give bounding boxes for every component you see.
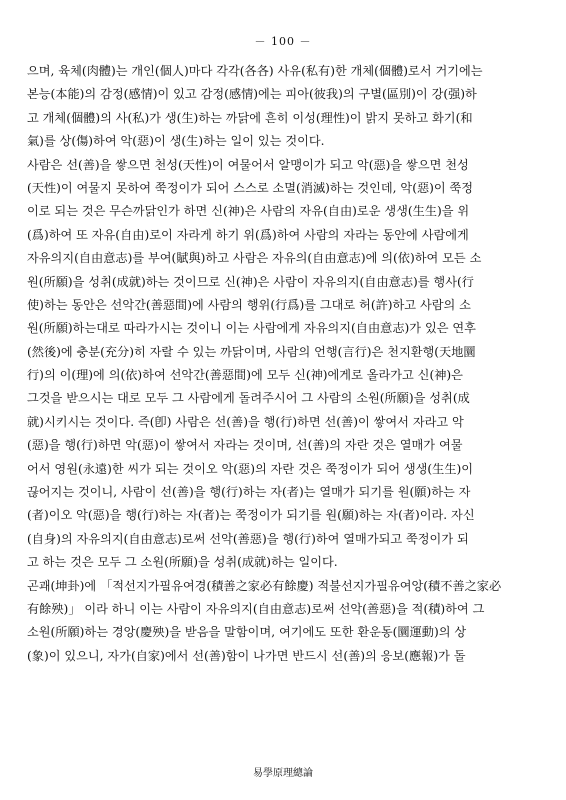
text-line: 사람은 선(善)을 쌓으면 천성(天性)이 여물어서 알맹이가 되고 악(惡)을 쌓으면 천성 [27, 157, 469, 172]
text-line: 본능(本能)의 감정(感情)이 있고 감정(感情)에는 피아(彼我)의 구별(區別)이 강(强)하 [27, 87, 477, 102]
text-line: (爲)하여 또 자유(自由)로이 자라게 하기 위(爲)하여 사람의 자라는 동안에 사람에게 [27, 227, 469, 242]
text-line: 끊어지는 것이니, 사람이 선(善)을 행(行)하는 자(者)는 열매가 되기를 원(願)하는 자 [27, 485, 471, 500]
text-line: 자유의지(自由意志)를 부여(賦與)하고 사람은 자유의(自由意志)에 의(依)하여 모든 소 [27, 251, 482, 266]
text-line: 으며, 육체(肉體)는 개인(個人)마다 각각(各各) 사유(私有)한 개체(個體)로서 거기에는 [27, 64, 483, 78]
text-line: (天性)이 여물지 못하여 쭉정이가 되어 스스로 소멸(消滅)하는 것인데, 악(惡)이 쭉정 [27, 180, 474, 195]
text-line: 소원(所願)하는 경앙(慶殃)을 받음을 말함이며, 여기에도 또한 환운동(圜運動)의 상 [27, 625, 467, 640]
text-line: (者)이오 악(惡)을 행(行)하는 자(者)는 쭉정이가 되기를 원(願)하는 자(者)이라. 자신 [27, 508, 475, 523]
text-line: 원(所願)을 성취(成就)하는 것이므로 신(神)은 사람이 자유의지(自由意志)를 행사(行 [27, 274, 474, 289]
text-line: (然後)에 충분(充分)히 자랄 수 있는 까닭이며, 사람의 언행(言行)은 천지환행(天地圜 [27, 344, 476, 359]
text-line: 고 개체(個體)의 사(私)가 생(生)하는 까닭에 흔히 이성(理性)이 밝지 못하고 화기(和 [27, 110, 473, 125]
text-line: 氣)를 상(傷)하여 악(惡)이 생(生)하는 일이 있는 것이다. [27, 134, 325, 149]
text-line: (惡)을 행(行)하면 악(惡)이 쌓여서 자라는 것이며, 선(善)의 자란 것은 열매가 여물 [27, 438, 463, 453]
text-line: (象)이 있으니, 자가(自家)에서 선(善)함이 나가면 반드시 선(善)의 응보(應報)가 돌 [27, 648, 466, 663]
page-number: － 100 － [254, 35, 312, 48]
text-line: 어서 영원(永遠)한 씨가 되는 것이오 악(惡)의 자란 것은 쭉정이가 되어 생생(生生)이 [27, 461, 474, 476]
text-line: 有餘殃)」 이라 하니 이는 사람이 자유의지(自由意志)로써 선악(善惡)을 적(積)하여 그 [27, 601, 485, 616]
text-line: 就)시키시는 것이다. 즉(卽) 사람은 선(善)을 행(行)하면 선(善)이 쌓여서 자라고 악 [27, 414, 464, 429]
text-line: 원(所願)하는대로 따라가시는 것이니 이는 사람에게 자유의지(自由意志)가 있은 연후 [27, 321, 476, 336]
page-footer: 易學原理總論 [253, 768, 313, 779]
text-line: 使)하는 동안은 선악간(善惡間)에 사람의 행위(行爲)를 그대로 허(許)하고 사람의 소 [27, 297, 471, 312]
text-line: 이로 되는 것은 무슨까닭인가 하면 신(神)은 사람의 자유(自由)로운 생생(生生)을 위 [27, 204, 470, 219]
body-text [27, 60, 543, 668]
text-line: 고 하는 것은 모두 그 소원(所願)을 성취(成就)하는 일이다. [27, 555, 338, 570]
text-line: 그것을 받으시는 대로 모두 그 사람에게 돌려주시어 그 사람의 소원(所願)을 성취(成 [27, 391, 470, 406]
text-line: (自身)의 자유의지(自由意志)로써 선악(善惡)을 행(行)하여 열매가되고 쭉정이가 되 [27, 531, 469, 546]
text-line: 곤괘(坤卦)에 「적선지가필유여경(積善之家必有餘慶) 적불선지가필유여앙(積不善之家必 [27, 578, 502, 593]
text-line: 行)의 이(理)에 의(依)하여 선악간(善惡間)에 모두 신(神)에게로 올라가고 신(神)은 [27, 368, 463, 383]
